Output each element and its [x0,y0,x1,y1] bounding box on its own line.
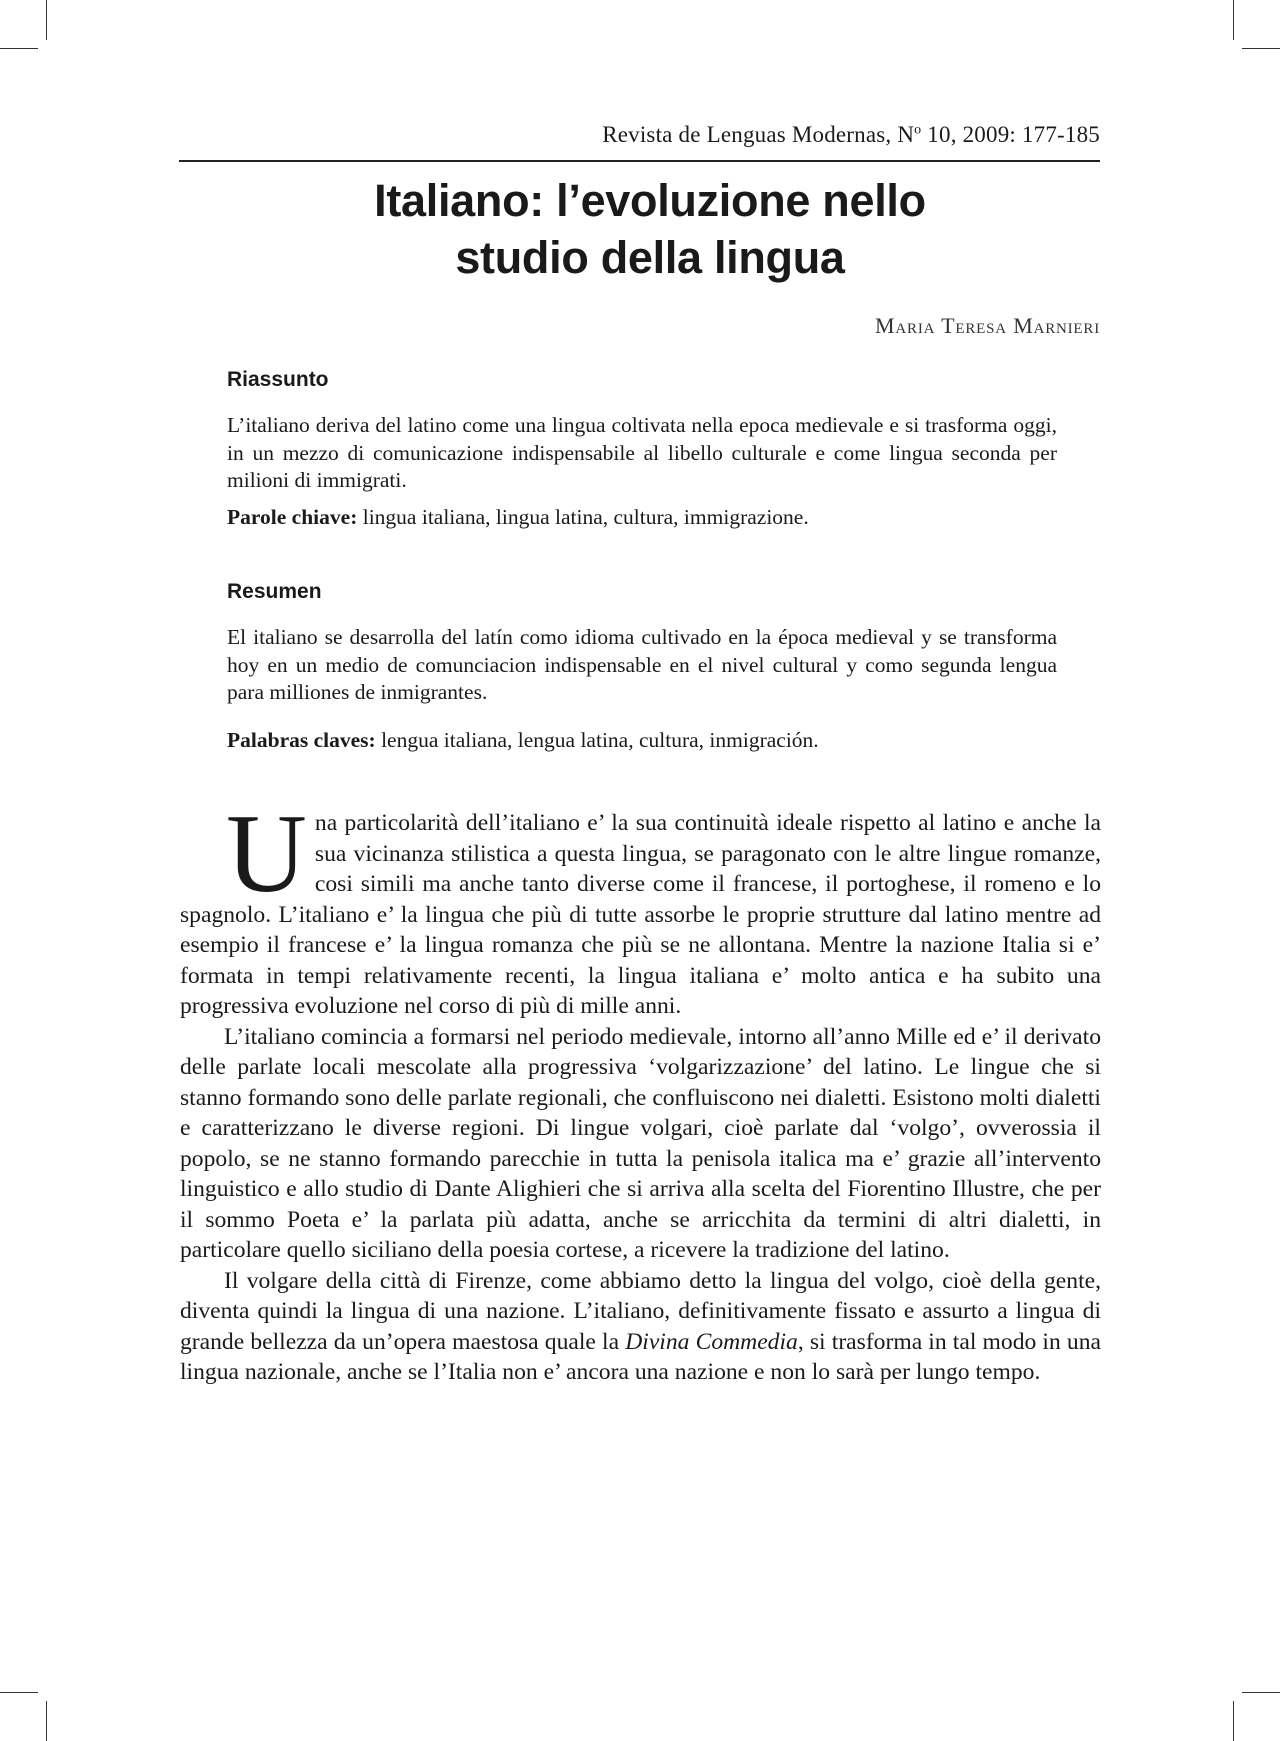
title-line-2: studio della lingua [455,232,845,283]
body-paragraph-1-text: na particolarità dell’italiano e’ la sua continuità ideale rispetto al latino e anche la sua vicinanza stilistica a questa lingua, se paragonato con le altre lingue romanze, cosi simili ma anche tanto diverse come il francese, il portoghese, il romeno e lo spagnolo. L’italiano e’ la lingua che più di tutte assorbe le proprie strutture dal latino mentre ad esempio il francese e’ la lingua romanza che più se ne allontana. Mentre la nazione Italia si e’ formata in tempi relativamente recenti, la lingua italiana e’ molto antica e ha subito una progressiva evoluzione nel corso di più di mille anni. [180,810,1101,1019]
body-paragraph-2: L’italiano comincia a formarsi nel periodo medievale, intorno all’anno Mille ed e’ il derivato delle parlate locali mescolate alla progressiva ‘volgarizzazione’ del latino. Le lingue che si stanno formando sono delle parlate regionali, che confluiscono nei dialetti. Esistono molti dialetti e caratterizzano le diverse regioni. Di lingue volgari, cioè parlate dal ‘volgo’, ovverossia il popolo, se ne stanno formando parecchie in tutta la penisola italica ma e’ grazie all’intervento linguistico e allo studio di Dante Alighieri che si arriva alla scelta del Fiorentino Illustre, che per il sommo Poeta e’ la parlata più adatta, anche se arricchita da termini di altri dialetti, in particolare quello siciliano della poesia cortese, a ricevere la tradizione del latino. [180,1023,1101,1263]
crop-mark-bottom-right [1233,1701,1234,1741]
riassunto-keywords-list: lingua italiana, lingua latina, cultura, immigrazione. [357,505,809,529]
riassunto-keywords-label: Parole chiave: [227,505,358,529]
resumen-keywords-list: lengua italiana, lengua latina, cultura, inmigración. [375,728,819,752]
crop-mark-top-left [46,0,47,40]
resumen-text: El italiano se desarrolla del latín como idioma cultivado en la época medieval y se transforma hoy en un medio de comunciacion indispensable en el nivel cultural y como segunda lengua para milliones de inmigrantes. [227,625,1057,704]
riassunto-text: L’italiano deriva del latino come una lingua coltivata nella epoca medievale e si trasforma oggi, in un mezzo di comunicazione indispensabile al libello culturale e come lingua seconda per milioni di immigrati. [227,413,1057,492]
body-paragraph-1 [180,792,1101,1022]
crop-mark-top-left-h [0,48,38,49]
body-paragraph-3-end: , si trasforma in tal modo in una lingua nazionale, anche se l’Italia non e’ ancora una nazione e non lo sarà per lungo tempo. [180,1328,1101,1385]
crop-mark-top-right-h [1242,48,1280,49]
crop-mark-bottom-left [46,1701,47,1741]
riassunto-heading: Riassunto [227,368,329,391]
body-paragraph-3-start: Il volgare della città di Firenze, come abbiamo detto la lingua del volgo, cioè della gente, diventa quindi la lingua di una nazione. L’italiano, definitivamente fissato e assurto a lingua di grande bellezza da un’opera maestosa quale la [180,1267,1101,1355]
riassunto-keywords [227,505,809,530]
crop-mark-bottom-right-h [1242,1692,1280,1693]
article-title [260,172,1040,286]
running-head-prefix: Revista de Lenguas Modernas, N [602,122,915,147]
resumen-keywords-label: Palabras claves: [227,728,376,752]
crop-mark-bottom-left-h [0,1692,38,1693]
crop-mark-top-right [1233,0,1234,40]
running-head-suffix: 10, 2009: 177-185 [921,122,1100,147]
title-line-1: Italiano: l’evoluzione nello [374,175,926,226]
body-paragraph-3 [180,1266,1101,1388]
running-head-sup: o [914,122,922,138]
resumen-heading: Resumen [227,580,322,603]
author-name: Maria Teresa Marnieri [875,313,1100,338]
resumen-keywords [227,728,819,753]
header-rule [179,160,1100,162]
running-head [602,122,1100,148]
article-body [180,792,1101,1388]
drop-cap: U [226,792,307,916]
work-title-italic: Divina Commedia [625,1328,798,1355]
